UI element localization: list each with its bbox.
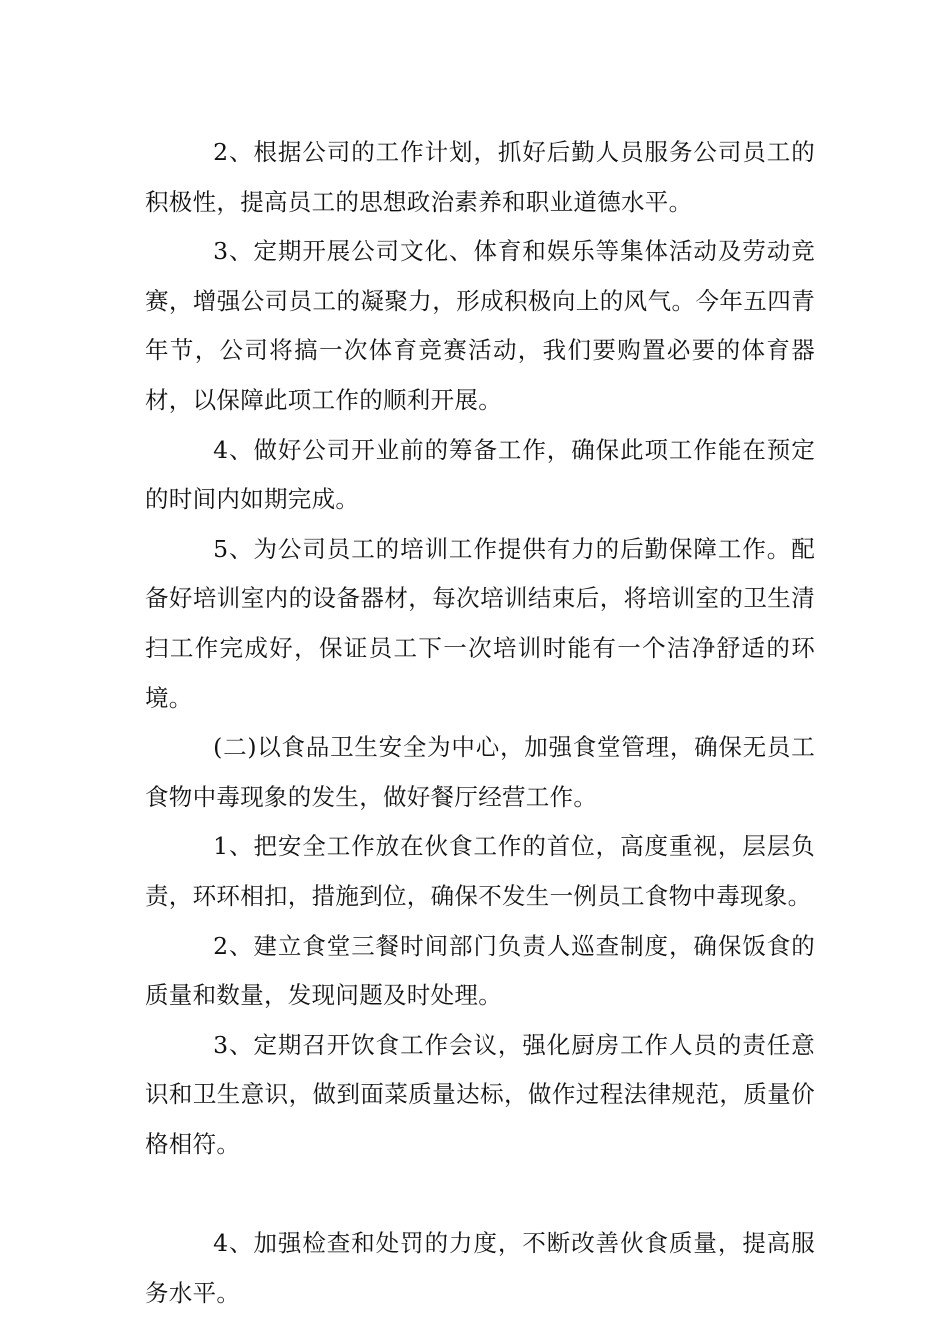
paragraph-canteen-3: 3、定期召开饮食工作会议，强化厨房工作人员的责任意识和卫生意识，做到面菜质量达标，做作过程法律规范，质量价格相符。	[145, 1030, 815, 1158]
paragraph-canteen-1: 1、把安全工作放在伙食工作的首位，高度重视，层层负责，环环相扣，措施到位，确保不发生一例员工食物中毒现象。	[145, 832, 815, 910]
paragraph-item-4: 4、做好公司开业前的筹备工作，确保此项工作能在预定的时间内如期完成。	[145, 435, 815, 514]
paragraph-canteen-4: 4、加强检查和处罚的力度，不断改善伙食质量，提高服务水平。	[145, 1229, 815, 1307]
section-heading-2: (二)以食品卫生安全为中心，加强食堂管理，确保无员工食物中毒现象的发生，做好餐厅经营工作。	[145, 733, 815, 811]
paragraph-item-3: 3、定期开展公司文化、体育和娱乐等集体活动及劳动竞赛，增强公司员工的凝聚力，形成积极向上的风气。今年五四青年节，公司将搞一次体育竞赛活动，我们要购置必要的体育器材，以保障此项工作的顺利开展。	[145, 237, 815, 414]
paragraph-canteen-2: 2、建立食堂三餐时间部门负责人巡查制度，确保饭食的质量和数量，发现问题及时处理。	[145, 931, 815, 1010]
paragraph-item-2: 2、根据公司的工作计划，抓好后勤人员服务公司员工的积极性，提高员工的思想政治素养和职业道德水平。	[145, 138, 815, 216]
paragraph-item-5: 5、为公司员工的培训工作提供有力的后勤保障工作。配备好培训室内的设备器材，每次培训结束后，将培训室的卫生清扫工作完成好，保证员工下一次培训时能有一个洁净舒适的环境。	[145, 534, 815, 712]
document-body	[145, 128, 815, 1318]
